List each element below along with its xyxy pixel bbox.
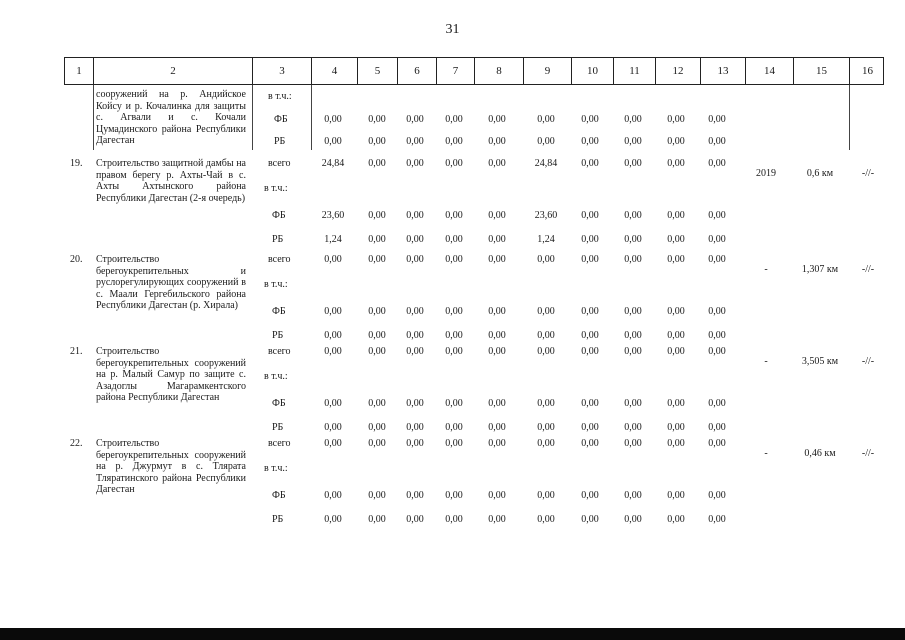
table-cell: 0,00 xyxy=(488,306,506,317)
table-cell: 0,00 xyxy=(368,158,386,169)
column-rule xyxy=(93,85,94,150)
table-cell: 0,00 xyxy=(406,234,424,245)
table-cell: 0,00 xyxy=(406,490,424,501)
table-cell: 0,00 xyxy=(624,330,642,341)
table-cell: 0,00 xyxy=(708,398,726,409)
capacity-cell: 1,307 км xyxy=(801,264,839,275)
table-cell: 0,00 xyxy=(368,346,386,357)
table-cell: 0,00 xyxy=(445,514,463,525)
column-header-8: 8 xyxy=(475,58,524,84)
row-type-label: ФБ xyxy=(272,210,286,221)
table-cell: 0,00 xyxy=(537,114,555,125)
year-cell: - xyxy=(764,356,768,367)
table-cell: 0,00 xyxy=(406,306,424,317)
column-header-7: 7 xyxy=(437,58,475,84)
column-rule xyxy=(252,85,253,150)
table-cell: 0,00 xyxy=(368,254,386,265)
table-cell: 0,00 xyxy=(324,438,342,449)
table-cell: 0,00 xyxy=(624,306,642,317)
table-cell: 0,00 xyxy=(537,438,555,449)
table-cell: 0,00 xyxy=(667,514,685,525)
table-cell: 0,00 xyxy=(324,422,342,433)
table-cell: 0,00 xyxy=(581,306,599,317)
row-type-label: в т.ч.: xyxy=(264,279,288,290)
table-cell: 0,00 xyxy=(537,398,555,409)
table-cell: 0,00 xyxy=(445,234,463,245)
table-cell: 0,00 xyxy=(537,346,555,357)
capacity-cell: 0,46 км xyxy=(804,448,836,459)
table-cell: 0,00 xyxy=(324,136,342,147)
table-cell: 0,00 xyxy=(624,136,642,147)
table-cell: 0,00 xyxy=(445,330,463,341)
table-cell: 0,00 xyxy=(708,234,726,245)
table-cell: 0,00 xyxy=(324,346,342,357)
table-cell: 0,00 xyxy=(445,114,463,125)
table-cell: 0,00 xyxy=(537,330,555,341)
table-cell: 0,00 xyxy=(488,158,506,169)
table-cell: 0,00 xyxy=(708,254,726,265)
table-cell: 0,00 xyxy=(406,514,424,525)
table-cell: 0,00 xyxy=(488,254,506,265)
table-cell: 0,00 xyxy=(581,346,599,357)
table-cell: 0,00 xyxy=(624,422,642,433)
row-type-label: РБ xyxy=(272,234,284,245)
table-cell: 0,00 xyxy=(368,114,386,125)
column-header-1: 1 xyxy=(65,58,94,84)
table-cell: 24,84 xyxy=(321,158,345,169)
row-type-label: в т.ч.: xyxy=(268,91,292,102)
table-cell: 0,00 xyxy=(488,398,506,409)
scan-bottom-edge xyxy=(0,628,905,640)
table-cell: 0,00 xyxy=(368,438,386,449)
row-type-label: ФБ xyxy=(274,114,288,125)
table-cell: 0,00 xyxy=(406,114,424,125)
table-cell: 0,00 xyxy=(581,114,599,125)
capacity-cell: 3,505 км xyxy=(801,356,839,367)
table-cell: 0,00 xyxy=(708,330,726,341)
table-cell: 0,00 xyxy=(445,210,463,221)
table-cell: 0,00 xyxy=(368,306,386,317)
item-number: 20. xyxy=(70,254,83,265)
table-cell: 0,00 xyxy=(445,422,463,433)
table-cell: 0,00 xyxy=(368,514,386,525)
row-type-label: ФБ xyxy=(272,306,286,317)
note-cell: -//- xyxy=(861,356,875,367)
table-cell: 0,00 xyxy=(537,136,555,147)
table-cell: 0,00 xyxy=(581,330,599,341)
table-cell: 0,00 xyxy=(624,234,642,245)
table-cell: 0,00 xyxy=(488,210,506,221)
table-cell: 1,24 xyxy=(537,234,555,245)
row-type-label: в т.ч.: xyxy=(264,463,288,474)
table-cell: 0,00 xyxy=(581,158,599,169)
table-cell: 0,00 xyxy=(667,254,685,265)
row-type-label: РБ xyxy=(272,330,284,341)
table-cell: 1,24 xyxy=(324,234,342,245)
page-number: 31 xyxy=(445,22,460,37)
table-cell: 0,00 xyxy=(406,330,424,341)
item-description: Строительство берегоукрепительных и руслорегулирующих сооружений в с. Маали Гергебильского района Республики Дагестан (р. Хирала) xyxy=(96,254,246,311)
column-header-16: 16 xyxy=(862,65,873,77)
item-number: 22. xyxy=(70,438,83,449)
table-cell: 0,00 xyxy=(445,346,463,357)
table-cell: 0,00 xyxy=(324,398,342,409)
table-cell: 0,00 xyxy=(537,422,555,433)
table-cell: 0,00 xyxy=(324,514,342,525)
table-header xyxy=(64,57,884,85)
table-cell: 0,00 xyxy=(667,158,685,169)
column-header-9: 9 xyxy=(524,58,572,84)
table-cell: 0,00 xyxy=(708,306,726,317)
table-cell: 0,00 xyxy=(368,210,386,221)
table-cell: 0,00 xyxy=(406,398,424,409)
row-type-label: всего xyxy=(268,158,291,169)
table-cell: 0,00 xyxy=(708,158,726,169)
table-cell: 0,00 xyxy=(537,254,555,265)
table-cell: 0,00 xyxy=(624,210,642,221)
table-cell: 0,00 xyxy=(406,136,424,147)
column-header-11: 11 xyxy=(614,58,656,84)
table-cell: 0,00 xyxy=(667,330,685,341)
table-cell: 0,00 xyxy=(667,114,685,125)
note-cell: -//- xyxy=(861,448,875,459)
table-cell: 0,00 xyxy=(667,422,685,433)
table-cell: 0,00 xyxy=(708,514,726,525)
table-cell: 24,84 xyxy=(534,158,558,169)
table-cell: 0,00 xyxy=(488,422,506,433)
table-cell: 0,00 xyxy=(624,346,642,357)
table-cell: 0,00 xyxy=(368,234,386,245)
item-number: 19. xyxy=(70,158,83,169)
table-cell: 0,00 xyxy=(445,306,463,317)
table-cell: 0,00 xyxy=(624,114,642,125)
table-cell: 0,00 xyxy=(445,136,463,147)
table-cell: 0,00 xyxy=(488,346,506,357)
table-cell: 0,00 xyxy=(708,210,726,221)
table-cell: 0,00 xyxy=(488,234,506,245)
item-description: Строительство защитной дамбы на правом берегу р. Ахты-Чай в с. Ахты Ахтынского района Республики Дагестан (2-я очередь) xyxy=(96,158,246,204)
table-cell: 0,00 xyxy=(581,422,599,433)
table-cell: 0,00 xyxy=(667,438,685,449)
table-cell: 0,00 xyxy=(445,254,463,265)
table-cell: 0,00 xyxy=(708,490,726,501)
row-type-label: всего xyxy=(268,346,291,357)
table-cell: 0,00 xyxy=(488,330,506,341)
table-cell: 0,00 xyxy=(581,398,599,409)
table-cell: 0,00 xyxy=(581,438,599,449)
table-cell: 0,00 xyxy=(324,114,342,125)
table-cell: 0,00 xyxy=(324,254,342,265)
table-cell: 0,00 xyxy=(581,136,599,147)
table-cell: 0,00 xyxy=(708,136,726,147)
row-type-label: в т.ч.: xyxy=(264,183,288,194)
table-cell: 0,00 xyxy=(581,254,599,265)
column-header-6: 6 xyxy=(398,58,437,84)
table-cell: 0,00 xyxy=(368,490,386,501)
table-cell: 0,00 xyxy=(488,114,506,125)
table-cell: 0,00 xyxy=(368,398,386,409)
table-cell: 0,00 xyxy=(624,254,642,265)
table-cell: 0,00 xyxy=(368,136,386,147)
table-cell: 0,00 xyxy=(708,114,726,125)
table-cell: 0,00 xyxy=(324,330,342,341)
table-cell: 0,00 xyxy=(488,490,506,501)
table-cell: 0,00 xyxy=(445,490,463,501)
table-cell: 0,00 xyxy=(445,398,463,409)
column-header-15: 15 xyxy=(794,58,850,84)
table-cell: 0,00 xyxy=(406,422,424,433)
item-number: 21. xyxy=(70,346,83,357)
table-cell: 0,00 xyxy=(324,490,342,501)
table-cell: 0,00 xyxy=(624,398,642,409)
table-cell: 0,00 xyxy=(537,490,555,501)
column-header-10: 10 xyxy=(572,58,614,84)
table-cell: 0,00 xyxy=(368,330,386,341)
table-cell: 0,00 xyxy=(406,346,424,357)
table-cell: 0,00 xyxy=(708,346,726,357)
row-type-label: ФБ xyxy=(272,490,286,501)
table-cell: 0,00 xyxy=(445,158,463,169)
row-type-label: всего xyxy=(268,438,291,449)
table-cell: 0,00 xyxy=(581,514,599,525)
item-description: Строительство берегоукрепительных сооружений на р. Джурмут в с. Тлярата Тляратинского района Республики Дагестан xyxy=(96,438,246,495)
column-header-3: 3 xyxy=(253,58,312,84)
table-cell: 0,00 xyxy=(406,158,424,169)
note-cell: -//- xyxy=(861,168,875,179)
row-type-label: РБ xyxy=(274,136,286,147)
row-type-label: РБ xyxy=(272,514,284,525)
table-cell: 0,00 xyxy=(406,210,424,221)
table-cell: 0,00 xyxy=(537,306,555,317)
table-cell: 0,00 xyxy=(624,158,642,169)
note-cell: -//- xyxy=(861,264,875,275)
table-cell: 0,00 xyxy=(537,514,555,525)
table-cell: 0,00 xyxy=(708,422,726,433)
table-cell: 0,00 xyxy=(581,234,599,245)
row-type-label: РБ xyxy=(272,422,284,433)
table-cell: 0,00 xyxy=(624,514,642,525)
row-type-label: ФБ xyxy=(272,398,286,409)
column-header-12: 12 xyxy=(656,58,701,84)
table-cell: 0,00 xyxy=(667,210,685,221)
table-cell: 0,00 xyxy=(667,136,685,147)
year-cell: - xyxy=(764,264,768,275)
year-cell: 2019 xyxy=(756,168,776,179)
table-cell: 0,00 xyxy=(708,438,726,449)
row-type-label: всего xyxy=(268,254,291,265)
item-description: сооружений на р. Андийское Койсу и р. Кочалинка для защиты с. Агвали и с. Кочали Цумадинского района Республики Дагестан xyxy=(96,89,246,146)
table-cell: 0,00 xyxy=(406,254,424,265)
year-cell: - xyxy=(764,448,768,459)
column-header-2: 2 xyxy=(94,58,253,84)
table-cell: 0,00 xyxy=(406,438,424,449)
capacity-cell: 0,6 км xyxy=(806,168,834,179)
table-cell: 0,00 xyxy=(581,490,599,501)
table-cell: 0,00 xyxy=(624,490,642,501)
table-cell: 0,00 xyxy=(488,136,506,147)
column-header-5: 5 xyxy=(358,58,398,84)
table-cell: 0,00 xyxy=(667,306,685,317)
table-cell: 0,00 xyxy=(667,398,685,409)
column-rule xyxy=(849,85,850,150)
table-cell: 0,00 xyxy=(667,346,685,357)
table-cell: 0,00 xyxy=(445,438,463,449)
table-cell: 0,00 xyxy=(667,490,685,501)
column-header-4: 4 xyxy=(312,58,358,84)
table-cell: 0,00 xyxy=(368,422,386,433)
table-cell: 0,00 xyxy=(624,438,642,449)
table-cell: 0,00 xyxy=(488,514,506,525)
table-cell: 23,60 xyxy=(321,210,345,221)
table-cell: 0,00 xyxy=(667,234,685,245)
item-description: Строительство берегоукрепительных сооружений на р. Малый Самур по защите с. Азадоглы Магарамкентского района Республики Дагестан xyxy=(96,346,246,403)
column-header-14: 14 xyxy=(746,58,794,84)
column-header-13: 13 xyxy=(701,58,746,84)
table-cell: 0,00 xyxy=(488,438,506,449)
table-cell: 23,60 xyxy=(534,210,558,221)
table-cell: 0,00 xyxy=(324,306,342,317)
table-cell: 0,00 xyxy=(581,210,599,221)
row-type-label: в т.ч.: xyxy=(264,371,288,382)
